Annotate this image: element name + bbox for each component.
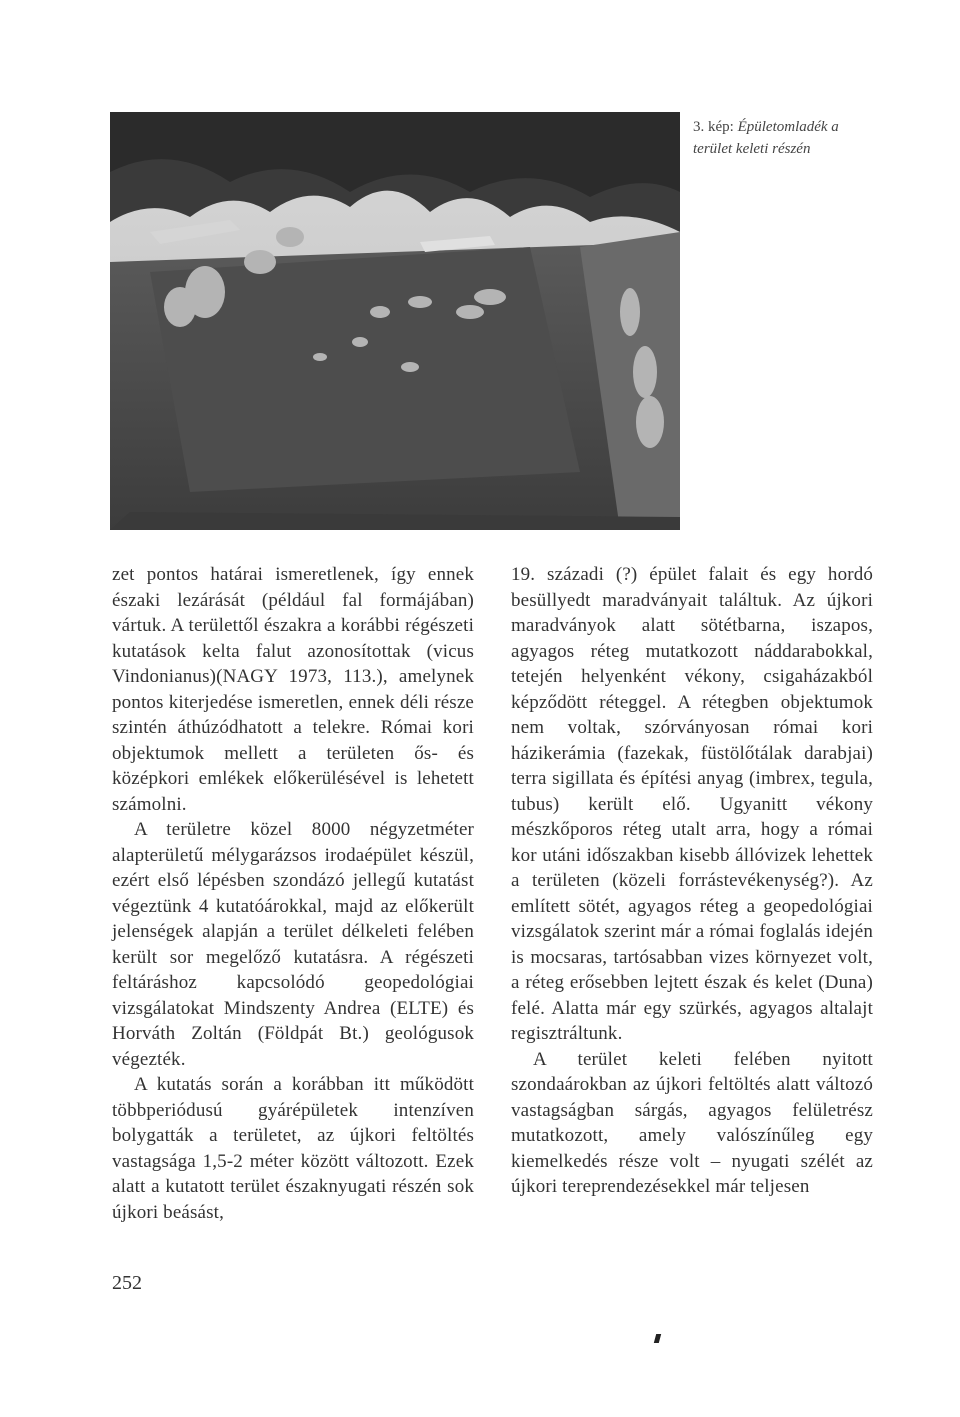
excavation-photo	[110, 112, 680, 530]
right-text-column	[511, 562, 873, 1200]
left-text-column	[112, 562, 474, 1225]
figure-caption	[693, 116, 873, 160]
page-number: 252	[112, 1272, 142, 1294]
paragraph: A kutatás során a korábban itt működött többperiódusú gyárépületek intenzíven bolygatták a területet, az újkori feltöltés vastagsága 1,5-2 méter között változott. Ezek alatt a kutatott terület északnyugati részén sok újkori beásást,	[112, 1074, 474, 1223]
figure-caption-number: 3. kép:	[693, 119, 734, 135]
paragraph: 19. századi (?) épület falait és egy hordó besüllyedt maradványait találtuk. Az újkori maradványok alatt sötétbarna, iszapos, agyagos réteg mutatkozott náddarabokkal, tetején helyenként vékony, csigaházakból képződött réteggel. A rétegben objektumok nem voltak, szórványosan római kori házikerámia (fazekak, füstölőtálak darabjai) terra sigillata és építési anyag (imbrex, tegula, tubus) került elő. Ugyanitt vékony mészkőporos réteg utalt arra, hogy a római kor utáni időszakban kisebb állóvizek lehettek a területen (közeli forrástevékenység?). Az említett sötét, agyagos réteg a geopedológiai vizsgálatok szerint már a római foglalás idején is mocsaras, tartósabban vizes környezet volt, a réteg erősebben lejtett észak és kelet (Duna) felé. Alatta már egy szürkés, agyagos altalajt regisztráltunk.	[511, 564, 873, 1044]
excavation-photo-illustration	[110, 112, 680, 530]
paragraph: zet pontos határai ismeretlenek, így ennek északi lezárását (például fal formájában) vártuk. A területtől északra a korábbi régészeti kutatások kelta falut azonosítottak (vicus Vindonianus)(NAGY 1973, 113.), amelynek pontos kiterjedése ismeretlen, ennek déli része szintén áthúzódhatott a telekre. Római kori objektumok mellett a területen ős- és középkori emlékek előkerülésével is lehetett számolni.	[112, 564, 474, 815]
figure-caption-text: Épületomladék a terület keleti részén	[693, 119, 839, 157]
print-mark	[654, 1334, 661, 1343]
paragraph: A terület keleti felében nyitott szondaárokban az újkori feltöltés alatt változó vastagságban sárgás, agyagos felületrész mutatkozott, amely valószínűleg egy kiemelkedés része volt – nyugati szélét az újkori tereprendezésekkel már teljesen	[511, 1048, 873, 1197]
paragraph: A területre közel 8000 négyzetméter alapterületű mélygarázsos irodaépület készül, ezért első lépésben szondázó jellegű kutatást végeztünk 4 kutatóárokkal, majd az előkerült jelenségek alapján a terület délkeleti felében került sor megelőző kutatásra. A régészeti feltáráshoz kapcsolódó geopedológiai vizsgálatokat Mindszenty Andrea (ELTE) és Horváth Zoltán (Földpát Bt.) geológusok végezték.	[112, 819, 474, 1070]
